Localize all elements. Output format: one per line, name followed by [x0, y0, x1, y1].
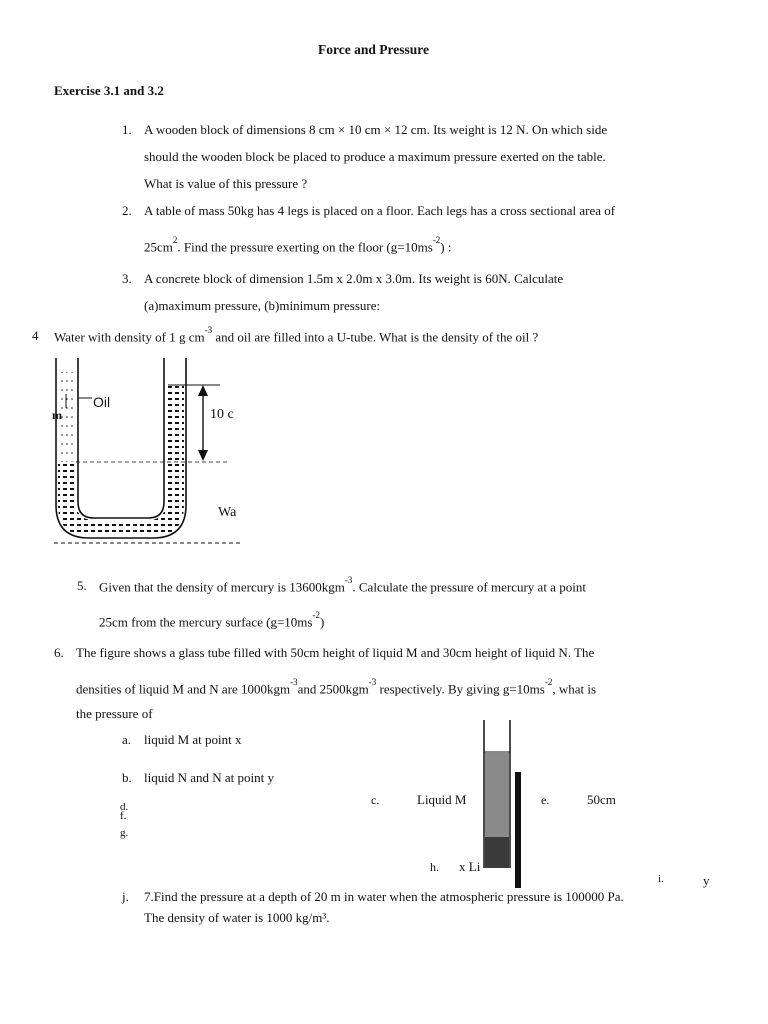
label-i-marker: i. — [658, 873, 664, 885]
liquid-label-partial: x Li — [459, 859, 481, 874]
q6-line3: the pressure of — [76, 706, 153, 721]
q5-text-c: 25cm from the mercury surface (g=10ms — [99, 614, 313, 630]
height-50cm-label: 50cm — [587, 792, 616, 807]
label-h-marker: h. — [430, 860, 439, 874]
q3-number: 3. — [122, 271, 132, 286]
q6-text-d: , what is — [552, 681, 597, 697]
q6-line1: The figure shows a glass tube filled with 50cm height of liquid M and 30cm height of liquid N. The — [76, 645, 595, 660]
q1-line2: should the wooden block be placed to produce a maximum pressure exerted on the table. — [144, 149, 606, 164]
q5-exp1: -3 — [344, 575, 353, 585]
label-f-marker: f. — [120, 810, 127, 822]
q4-text-b: and oil are filled into a U-tube. What is the density of the oil ? — [212, 329, 539, 345]
q2-line1: A table of mass 50kg has 4 legs is placed on a floor. Each legs has a cross sectional area of — [144, 203, 616, 218]
label-g-marker: g. — [120, 827, 129, 839]
q2-end: ) : — [440, 239, 452, 255]
q6a-marker: a. — [122, 732, 132, 747]
q4-text-a: Water with density of 1 g cm — [54, 329, 205, 345]
q2-text: . Find the pressure exerting on the floor (g=10ms — [177, 239, 433, 255]
q2-area-exp: 2 — [172, 235, 178, 245]
q6-exp3: -2 — [544, 677, 553, 687]
scale-bar — [515, 772, 521, 888]
liquid-m-label: Liquid M — [417, 792, 467, 807]
oil-label: Oil — [93, 394, 111, 410]
q7-line1: 7.Find the pressure at a depth of 20 m in water when the atmospheric pressure is 100000 Pa. — [144, 889, 624, 904]
q6-number: 6. — [54, 645, 64, 660]
q7-line2: The density of water is 1000 kg/m³. — [144, 910, 330, 925]
q1-number: 1. — [122, 122, 132, 137]
q3-line1: A concrete block of dimension 1.5m x 2.0m x 3.0m. Its weight is 60N. Calculate — [144, 271, 564, 286]
q5-text-d: ) — [319, 614, 325, 630]
utube-left-label: m — [52, 408, 62, 422]
q6-exp1: -3 — [290, 677, 298, 687]
q4-exp: -3 — [204, 325, 213, 335]
q5-text-a: Given that the density of mercury is 13600kgm — [99, 579, 345, 595]
height-label: 10 c — [210, 407, 234, 422]
q7-marker: j. — [122, 889, 129, 904]
q1-line1: A wooden block of dimensions 8 cm × 10 cm × 12 cm. Its weight is 12 N. On which side — [144, 122, 608, 137]
water-label: Wa — [218, 505, 237, 520]
q6-text-c: respectively. By giving g=10ms — [376, 681, 545, 697]
page-title: Force and Pressure — [318, 42, 429, 57]
q3-line2: (a)maximum pressure, (b)minimum pressure: — [144, 298, 381, 313]
liquid-m-column — [485, 753, 509, 837]
q5-exp2: -2 — [312, 610, 320, 620]
label-d-marker: d. — [120, 801, 129, 813]
q6-text-a: densities of liquid M and N are 1000kgm — [76, 681, 291, 697]
label-e-marker: e. — [541, 793, 550, 807]
q2-g-exp: -2 — [432, 235, 441, 245]
q2-number: 2. — [122, 203, 132, 218]
q1-line3: What is value of this pressure ? — [144, 176, 308, 191]
q6a-text: liquid M at point x — [144, 732, 242, 747]
exercise-heading: Exercise 3.1 and 3.2 — [54, 83, 164, 98]
q4-number: 4 — [32, 328, 39, 343]
q5-number: 5. — [77, 578, 87, 593]
q5-text-b: . Calculate the pressure of mercury at a point — [352, 579, 586, 595]
q6-text-b: and 2500kgm — [297, 681, 369, 697]
liquid-n-column — [485, 837, 509, 868]
point-y-label: y — [703, 873, 710, 888]
q2-area: 25cm — [144, 239, 173, 255]
q6-exp2: -3 — [368, 677, 377, 687]
label-c-marker: c. — [371, 793, 380, 807]
q6b-marker: b. — [122, 770, 132, 785]
q6b-text: liquid N and N at point y — [144, 770, 274, 785]
